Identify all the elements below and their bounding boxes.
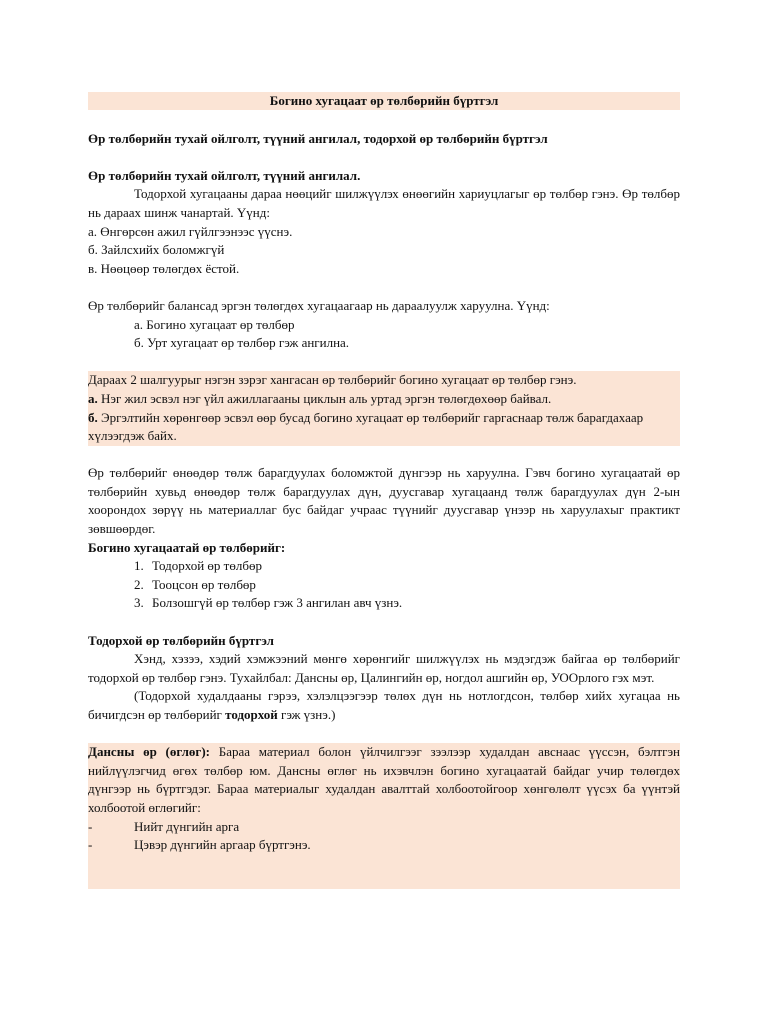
criteria-a — [88, 390, 680, 409]
item-text: Тооцсон өр төлбөр — [152, 576, 256, 592]
method-item — [88, 836, 680, 855]
accounts-payable-box — [88, 743, 680, 889]
specific-note — [88, 687, 680, 724]
classification-item: а. Богино хугацаат өр төлбөр — [134, 316, 295, 332]
types-item — [88, 576, 680, 595]
method-text: Нийт дүнгийн арга — [134, 818, 240, 834]
note-bold-word: тодорхой — [225, 707, 278, 722]
specific-paragraph: Хэнд, хэзээ, хэдий хэмжээний мөнгө хөрөнгийг шилжүүлэх нь мэдэгдэж байгаа өр төлбөрийг тодорхой өр төлбөр гэнэ. Тухайлбал: Дансны өр, Цалингийн өр, ногдол ашгийн өр, УООрлого гэх мэт. — [88, 651, 680, 685]
criteria-intro: Дараах 2 шалгуурыг нэгэн зэрэг хангасан өр төлбөрийг богино хугацаат өр төлбөр гэнэ. — [88, 372, 577, 388]
section-heading: Өр төлбөрийн тухай ойлголт, түүний ангилал, тодорхой өр төлбөрийн бүртгэл — [88, 130, 548, 146]
item-number: 3. — [134, 595, 144, 611]
item-text: Тодорхой өр төлбөр — [152, 558, 262, 574]
method-item — [88, 818, 680, 837]
criteria-b — [88, 409, 680, 446]
criteria-a-label: а. — [88, 390, 98, 406]
definition-heading: Өр төлбөрийн тухай ойлголт, түүний ангилал. — [88, 167, 361, 183]
spacer — [88, 110, 680, 129]
spacer — [88, 446, 680, 465]
criteria-a-text: Нэг жил эсвэл нэг үйл ажиллагааны циклын аль уртад эргэн төлөгдөхөөр байвал. — [97, 390, 552, 406]
criteria-box — [88, 371, 680, 445]
classification-item: б. Урт хугацаат өр төлбөр гэж ангилна. — [134, 335, 350, 351]
classification-paragraph: Өр төлбөрийг балансад эргэн төлөгдөх хугацаагаар нь дараалуулж харуулна. Үүнд: — [88, 297, 550, 313]
spacer — [88, 725, 680, 744]
types-item — [88, 557, 680, 576]
dash-bullet: - — [88, 818, 93, 834]
accounts-payable-paragraph — [88, 743, 680, 817]
spacer — [88, 353, 680, 372]
spacer — [88, 148, 680, 167]
definition-item: б. Зайлсхийх боломжгүй — [88, 242, 225, 258]
document-page — [88, 92, 680, 889]
accounts-payable-text: Бараа материал болон үйлчилгээг зээлээр худалдан авснаас үүссэн, бэлтгэн нийлүүлэгчид өгөх төлбөр юм. Дансны өглөг нь ихэвчлэн богино хугацаатай байдаг учир төлөгдөх дүнгээр нь бүртгэдэг. Бараа материалыг худалдан авалттай холбоотойгоор хөнгөлөлт үүсэх ба үүнтэй холбоотой өглөгийг: — [88, 744, 680, 815]
item-number: 1. — [134, 558, 144, 574]
note-text-end: гэж үзнэ.) — [277, 707, 336, 722]
method-text: Цэвэр дүнгийн аргаар бүртгэнэ. — [134, 837, 311, 853]
definition-item: а. Өнгөрсөн ажил гүйлгээнээс үүснэ. — [88, 223, 293, 239]
definition-paragraph: Тодорхой хугацааны дараа нөөцийг шилжүүлэх өнөөгийн хариуцлагыг өр төлбөр гэнэ. Өр төлбөр нь дараах шинж чанартай. Үүнд: — [88, 186, 680, 220]
specific-heading: Тодорхой өр төлбөрийн бүртгэл — [88, 632, 274, 648]
document-title: Богино хугацаат өр төлбөрийн бүртгэл — [88, 92, 680, 110]
item-text: Болзошгүй өр төлбөр гэж 3 ангилан авч үзнэ. — [152, 595, 403, 611]
presentation-paragraph: Өр төлбөрийг өнөөдөр төлж барагдуулах боломжтой дүнгээр нь харуулна. Гэвч богино хугацаатай өр төлбөрийн хувьд өнөөдөр төлж барагдуулах дүн, дуусгавар хугацаанд төлж барагдуулах дүн 2-ын хоорондох зөрүү нь материаллаг бус байдаг учраас түүнийг дуусгавар үнээр нь харуулахыг практикт зөвшөөрдөг. — [88, 465, 680, 537]
accounts-payable-label: Дансны өр (өглөг): — [88, 744, 210, 760]
spacer — [88, 278, 680, 297]
spacer — [88, 613, 680, 632]
types-heading: Богино хугацаатай өр төлбөрийг: — [88, 539, 286, 555]
definition-item: в. Нөөцөөр төлөгдөх ёстой. — [88, 260, 240, 276]
types-item — [88, 594, 680, 613]
criteria-b-label: б. — [88, 409, 98, 425]
item-number: 2. — [134, 576, 144, 592]
dash-bullet: - — [88, 837, 93, 853]
criteria-b-text: Эргэлтийн хөрөнгөөр эсвэл өөр бусад богино хугацаат өр төлбөрийг гаргаснаар төлж барагдахаар хүлээгдэж байх. — [88, 409, 644, 444]
note-text-start: (Тодорхой худалдааны гэрээ, хэлэлцээгээр төлөх дүн нь нотлогдсон, төлбөр хийх хугацаа нь бичигдсэн өр төлбөрийг — [88, 688, 680, 722]
